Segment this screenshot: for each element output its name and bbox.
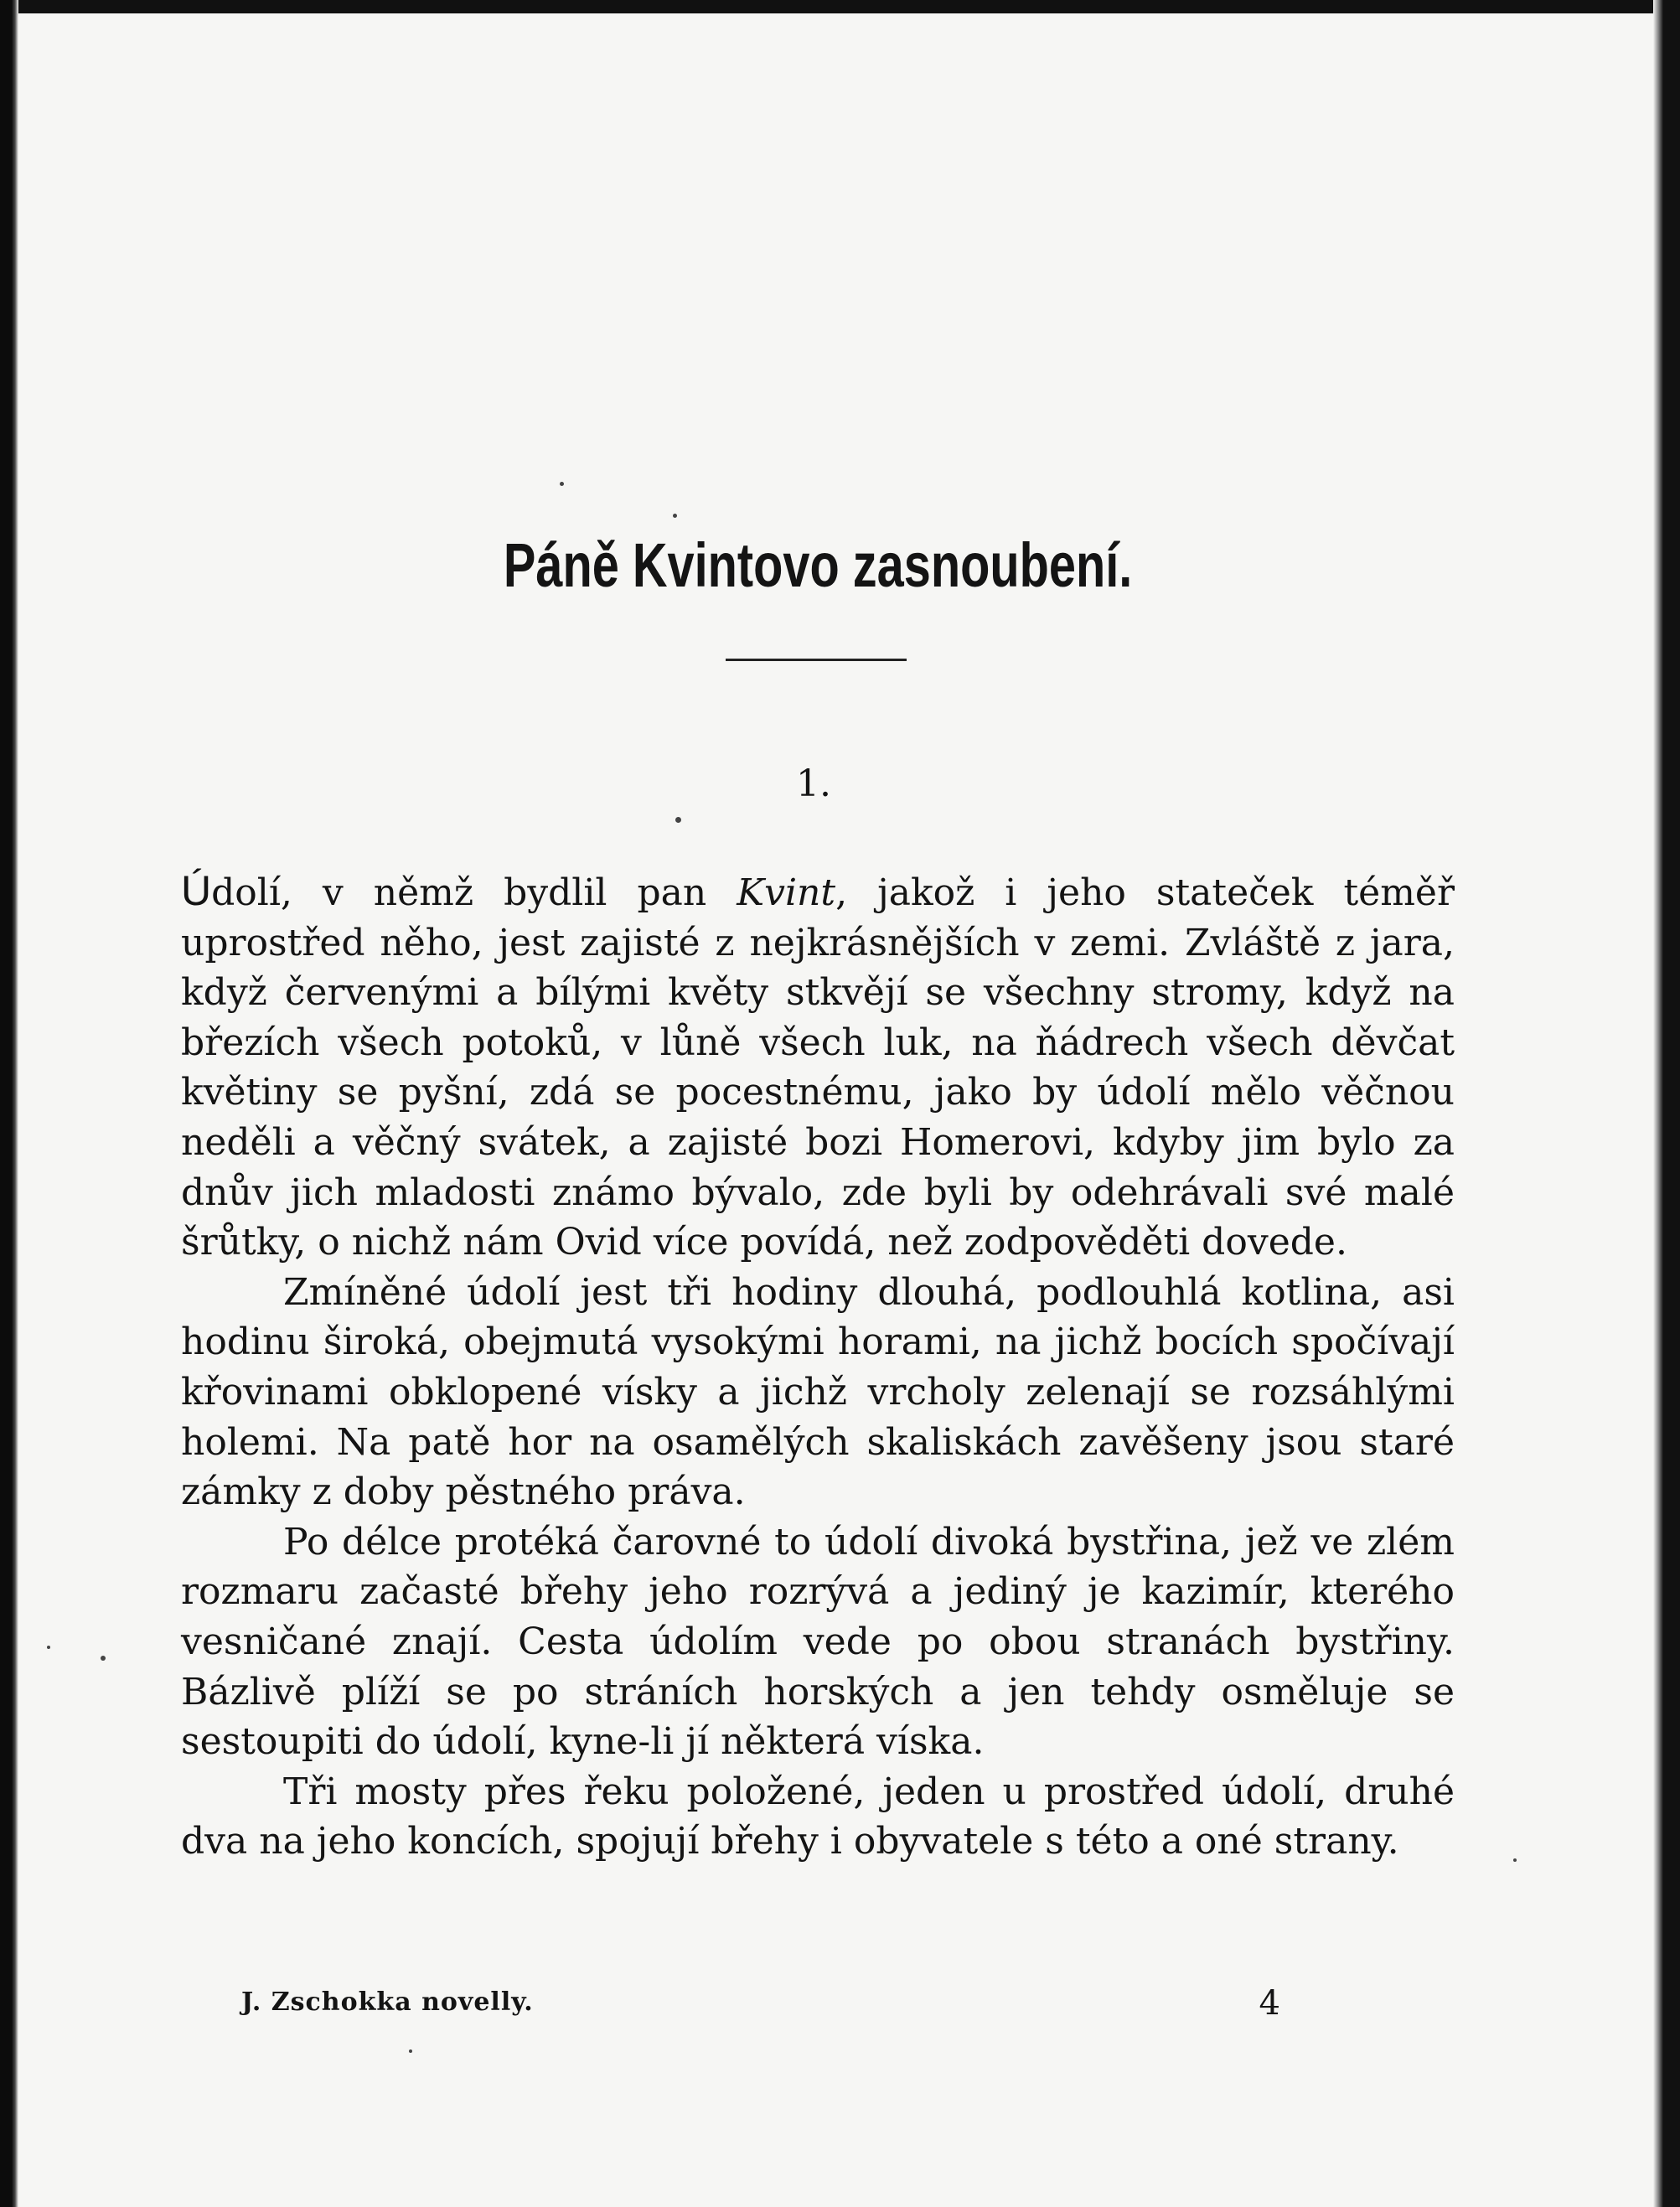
paragraph-3: Po délce protéká čarovné to údolí divoká bystřina, jež ve zlém rozmaru začasté břehy jeho rozrývá a jediný je kazimír, kterého vesničané znají. Cesta údolím vede po obou stranách bystřiny. Bázlivě plíží se po stráních horských a jen tehdy osměluje se sestoupiti do údolí, kyne-li jí některá víska.	[181, 1520, 1455, 1764]
scan-speck	[675, 817, 681, 823]
scan-speck	[101, 1656, 106, 1661]
paragraph-2: Zmíněné údolí jest tři hodiny dlouhá, podlouhlá kotlina, asi hodinu široká, obejmutá vysokými horami, na jichž bocích spočívají křovinami obklopené vísky a jichž vrcholy zelenají se rozsáhlými holemi. Na patě hor na osamělých skaliskách zavěšeny jsou staré zámky z doby pěstného práva.	[181, 1270, 1455, 1514]
chapter-number: 1.	[796, 762, 831, 805]
scan-speck	[1513, 1858, 1517, 1862]
scan-left-edge	[0, 0, 18, 2207]
scan-speck	[673, 514, 677, 518]
scan-top-edge	[0, 0, 1680, 13]
paragraph-1	[181, 866, 1455, 1268]
scan-speck	[47, 1646, 50, 1649]
drop-cap: Ú	[181, 867, 212, 914]
scan-right-edge	[1653, 0, 1680, 2207]
scan-speck	[560, 482, 564, 486]
scan-speck	[409, 2049, 412, 2053]
paragraph-1-text: dolí, v němž bydlil pan Kvint, jakož i jeho stateček téměř uprostřed něho, jest zajisté z nejkrásnějších v zemi. Zvláště z jara, když červenými a bílými květy stkvějí se všechny stromy, když na březích všech potoků, v lůně všech luk, na ňádrech všech děvčat květiny se pyšní, zdá se pocestnému, jako by údolí mělo věčnou neděli a věčný svátek, a zajisté bozi Homerovi, kdyby jim bylo za dnův jich mladosti známo bývalo, zde byli by odehrávali své malé šrůtky, o nichž nám Ovid více povídá, než zodpověděti dovede.	[181, 871, 1455, 1264]
footer-signature: J. Zschokka novelly.	[241, 1987, 534, 2017]
page-title: Páně Kvintovo zasnoubení.	[503, 530, 1133, 600]
italic-name: Kvint	[737, 871, 836, 914]
title-divider	[726, 659, 907, 661]
page-number: 4	[1259, 1984, 1280, 2023]
paragraph-4: Tři mosty přes řeku položené, jeden u prostřed údolí, druhé dva na jeho koncích, spojují břehy i obyvatele s této a oné strany.	[181, 1770, 1455, 1863]
body-text	[181, 866, 1455, 1867]
page-footer	[241, 1984, 1280, 2029]
